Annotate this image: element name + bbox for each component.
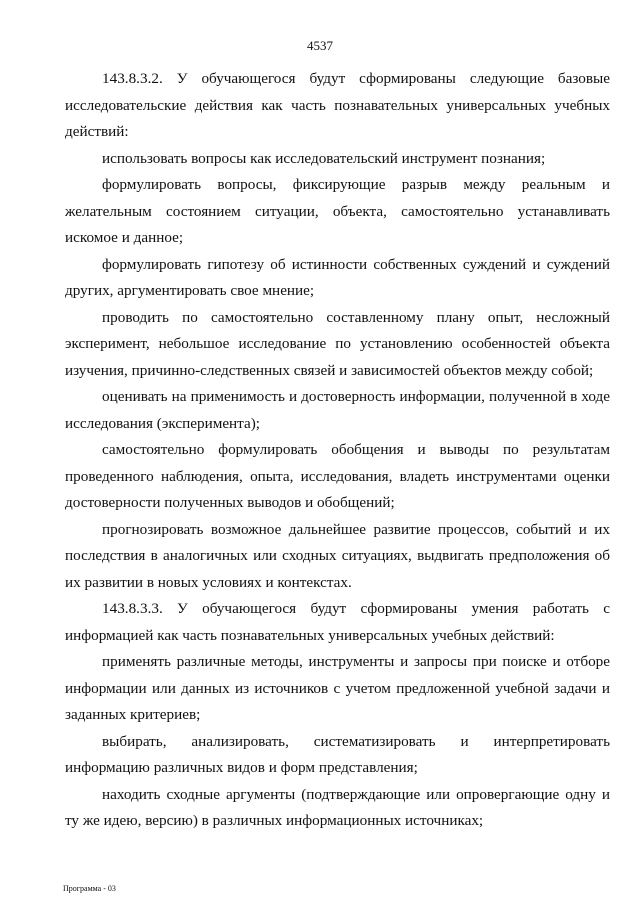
footer-label: Программа - 03 (63, 884, 116, 893)
paragraph-section-143-8-3-3: 143.8.3.3. У обучающегося будут сформированы умения работать с информацией как часть познавательных универсальных учебных действий: (65, 600, 610, 644)
paragraph-item: оценивать на применимость и достоверность информации, полученной в ходе исследования (эксперимента); (65, 388, 610, 432)
document-body (65, 66, 610, 835)
paragraph-item: применять различные методы, инструменты и запросы при поиске и отборе информации или данных из источников с учетом предложенной учебной задачи и заданных критериев; (65, 653, 610, 723)
paragraph-item: использовать вопросы как исследовательский инструмент познания; (102, 149, 546, 167)
page-number: 4537 (307, 38, 333, 53)
paragraph-item: проводить по самостоятельно составленному плану опыт, несложный эксперимент, небольшое исследование по установлению особенностей объекта изучения, причинно-следственных связей и зависимостей объектов между собой; (65, 308, 610, 379)
paragraph-item: формулировать вопросы, фиксирующие разрыв между реальным и желательным состоянием ситуации, объекта, самостоятельно устанавливать искомое и данное; (65, 176, 610, 246)
paragraph-item: находить сходные аргументы (подтверждающие или опровергающие одну и ту же идею, версию) в различных информационных источниках; (65, 785, 610, 829)
paragraph-section-143-8-3-2: 143.8.3.2. У обучающегося будут сформированы следующие базовые исследовательские действия как часть познавательных универсальных учебных действий: (65, 70, 610, 140)
paragraph-item: формулировать гипотезу об истинности собственных суждений и суждений других, аргументировать свое мнение; (65, 255, 610, 299)
paragraph-item: прогнозировать возможное дальнейшее развитие процессов, событий и их последствия в аналогичных или сходных ситуациях, выдвигать предположения об их развитии в новых условиях и контекстах. (65, 520, 610, 591)
paragraph-item: выбирать, анализировать, систематизировать и интерпретировать информацию различных видов и форм представления; (65, 732, 610, 776)
paragraph-item: самостоятельно формулировать обобщения и выводы по результатам проведенного наблюдения, опыта, исследования, владеть инструментами оценки достоверности полученных выводов и обобщений; (65, 441, 610, 511)
